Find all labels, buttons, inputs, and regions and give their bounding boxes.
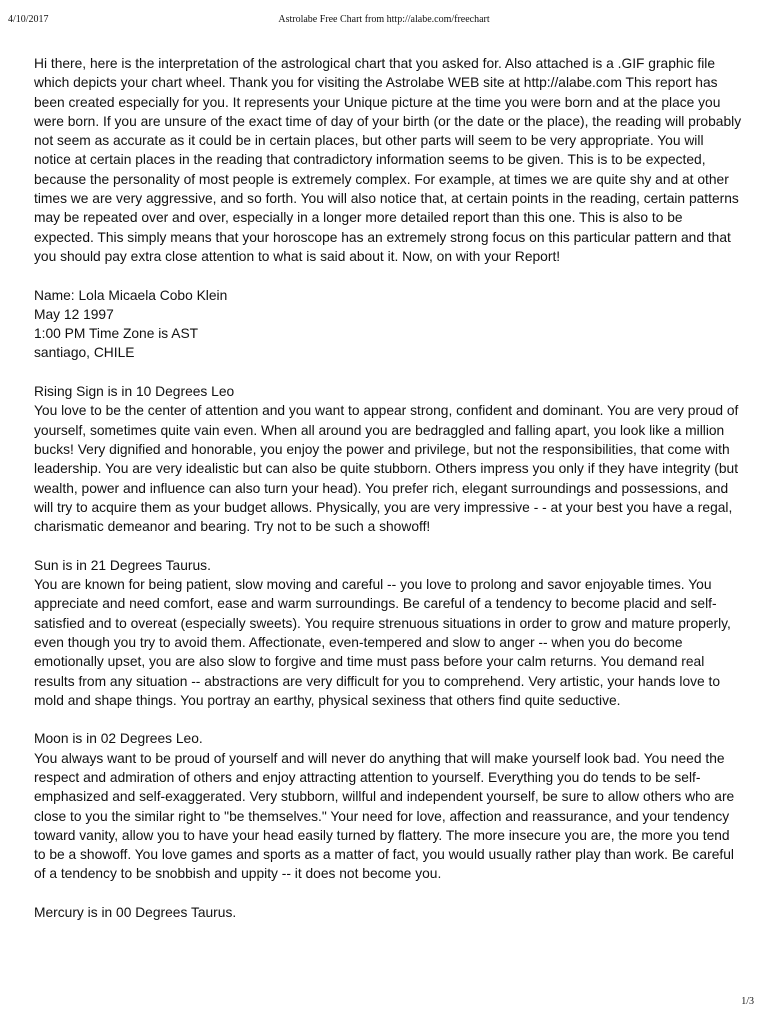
print-date: 4/10/2017 <box>8 14 49 25</box>
moon-heading: Moon is in 02 Degrees Leo. <box>34 731 203 747</box>
moon-section <box>34 729 744 883</box>
mercury-heading: Mercury is in 00 Degrees Taurus. <box>34 905 237 921</box>
rising-section <box>34 382 744 536</box>
intro-paragraph: Hi there, here is the interpretation of the astrological chart that you asked for. Also attached is a .GIF graphic file which depicts your chart wheel. Thank you for visiting the Astrolabe WEB site at http://alabe.com This report has been created especially for you. It represents your Unique picture at the time you were born and at the place you were born. If you are unsure of the exact time of day of your birth (or the date or the place), the reading will probably not seem as accurate as it could be in certain places, but other parts will seem to be very appropriate. You will notice at certain places in the reading that contradictory information seems to be given. This is to be expected, because the personality of most people is extremely complex. For example, at times we are quite shy and at other times we are very aggressive, and so forth. You will also notice that, at certain points in the reading, certain patterns may be repeated over and over, especially in a longer more detailed report than this one. This is also to be expected. This simply means that your horoscope has an extremely strong focus on this particular pattern and that you should pay extra close attention to what is said about it. Now, on with your Report! <box>34 56 742 264</box>
moon-text: You always want to be proud of yourself and will never do anything that will make yourself look bad. You need the respect and admiration of others and enjoy attracting attention to yourself. Everything you do tends to be self-emphasized and self-exaggerated. Very stubborn, willful and independent yourself, be sure to allow others who are close to you the similar right to "be themselves." Your need for love, affection and reassurance, and your tendency toward vanity, allow you to have your head easily turned by flattery. The more insecure you are, the more you tend to be a showoff. You love games and sports as a matter of fact, you would usually rather play than work. Be careful of a tendency to be snobbish and uppity -- it does not become you. <box>34 750 735 882</box>
report-body <box>34 54 744 922</box>
birth-details <box>34 286 744 363</box>
sun-text: You are known for being patient, slow moving and careful -- you love to prolong and savor enjoyable times. You appreciate and need comfort, ease and warm surroundings. Be careful of a tendency to become placid and self-satisfied and to overeat (especially sweets). You require strenuous situations in order to grow and mature properly, even though you try to avoid them. Affectionate, even-tempered and slow to anger -- when you do become emotionally upset, you are also slow to forgive and time must pass before your calm returns. You demand real results from any situation -- abstractions are very difficult for you to comprehend. Very artistic, your hands love to mold and shape things. You portray an earthy, physical sexiness that others find quite seductive. <box>34 577 731 708</box>
birth-time: 1:00 PM Time Zone is AST <box>34 326 199 342</box>
page-number: 1/3 <box>741 996 754 1007</box>
sun-section <box>34 556 744 710</box>
birth-date: May 12 1997 <box>34 306 114 322</box>
mercury-section <box>34 903 744 922</box>
sun-heading: Sun is in 21 Degrees Taurus. <box>34 557 211 573</box>
birth-name: Name: Lola Micaela Cobo Klein <box>34 287 228 303</box>
rising-text: You love to be the center of attention and you want to appear strong, confident and dominant. You are very proud of yourself, sometimes quite vain even. When all around you are bedraggled and falling apart, you look like a million bucks! Very dignified and honorable, you enjoy the power and privilege, but not the responsibilities, that come with leadership. You are very idealistic but can also be quite stubborn. Others impress you only if they have integrity (but wealth, power and influence can also turn your head). You prefer rich, elegant surroundings and possessions, and will try to acquire them as your budget allows. Physically, you are very impressive - - at your best you have a regal, charismatic demeanor and bearing. Try not to be such a showoff! <box>34 403 739 535</box>
print-header-title: Astrolabe Free Chart from http://alabe.com/freechart <box>278 14 490 25</box>
birth-place: santiago, CHILE <box>34 345 135 361</box>
rising-heading: Rising Sign is in 10 Degrees Leo <box>34 384 235 400</box>
